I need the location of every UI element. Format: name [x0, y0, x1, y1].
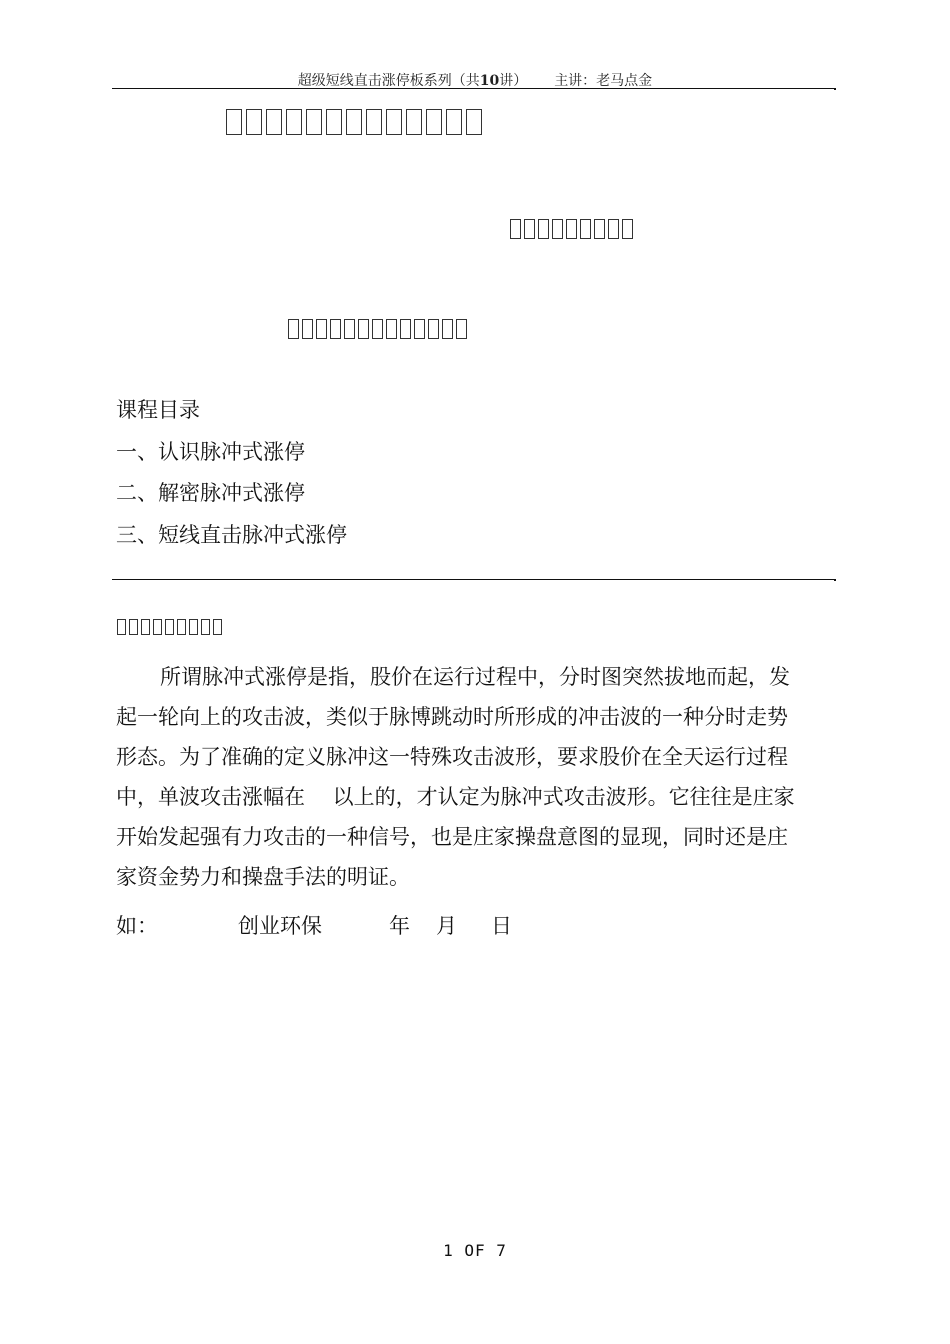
section-rule	[112, 579, 836, 580]
body-line: 开始发起强有力攻击的一种信号，也是庄家操盘意图的显现，同时还是庄	[116, 825, 788, 849]
body-line: 中，单波攻击涨幅在 以上的，才认定为脉冲式攻击波形。它往往是庄家	[116, 785, 795, 809]
missing-glyph-box	[266, 109, 282, 135]
toc-item-3: 三、短线直击脉冲式涨停	[116, 523, 347, 547]
body-line: 家资金势力和操盘手法的明证。	[116, 865, 410, 889]
missing-glyph-box	[189, 619, 198, 635]
document-title-unrendered	[226, 109, 486, 135]
missing-glyph-box	[213, 619, 222, 635]
missing-glyph-box	[226, 109, 242, 135]
missing-glyph-box	[153, 619, 162, 635]
missing-glyph-box	[316, 319, 327, 339]
missing-glyph-box	[141, 619, 150, 635]
missing-glyph-box	[302, 319, 313, 339]
missing-glyph-box	[400, 319, 411, 339]
missing-glyph-box	[177, 619, 186, 635]
missing-glyph-box	[406, 109, 422, 135]
series-title-prefix: 超级短线直击涨停板系列（共	[297, 73, 480, 89]
missing-glyph-box	[566, 219, 577, 239]
missing-glyph-box	[510, 219, 521, 239]
page-number: 1 OF 7	[443, 1241, 507, 1260]
missing-glyph-box	[306, 109, 322, 135]
example-month-label: 月	[436, 914, 457, 938]
missing-glyph-box	[524, 219, 535, 239]
page-header	[0, 70, 950, 90]
missing-glyph-box	[442, 319, 453, 339]
example-year-label: 年	[389, 914, 410, 938]
header-rule-mark	[834, 88, 836, 90]
missing-glyph-box	[366, 109, 382, 135]
missing-glyph-box	[372, 319, 383, 339]
missing-glyph-box	[428, 319, 439, 339]
missing-glyph-box	[165, 619, 174, 635]
missing-glyph-box	[358, 319, 369, 339]
series-title-suffix: 讲）	[499, 73, 528, 89]
missing-glyph-box	[330, 319, 341, 339]
missing-glyph-box	[446, 109, 462, 135]
series-count: 10	[479, 73, 500, 89]
section-rule-mark	[834, 579, 836, 581]
document-subtitle-unrendered	[510, 219, 636, 239]
missing-glyph-box	[346, 109, 362, 135]
toc-heading: 课程目录	[116, 398, 200, 422]
missing-glyph-box	[426, 109, 442, 135]
body-line: 起一轮向上的攻击波，类似于脉博跳动时所形成的冲击波的一种分时走势	[116, 705, 788, 729]
toc-item-1: 一、认识脉冲式涨停	[116, 440, 305, 464]
missing-glyph-box	[466, 109, 482, 135]
missing-glyph-box	[580, 219, 591, 239]
missing-glyph-box	[622, 219, 633, 239]
missing-glyph-box	[129, 619, 138, 635]
missing-glyph-box	[326, 109, 342, 135]
missing-glyph-box	[386, 319, 397, 339]
missing-glyph-box	[594, 219, 605, 239]
body-line: 形态。为了准确的定义脉冲这一特殊攻击波形，要求股价在全天运行过程	[116, 745, 788, 769]
missing-glyph-box	[608, 219, 619, 239]
section-heading-unrendered	[117, 619, 225, 635]
example-day-label: 日	[491, 914, 512, 938]
missing-glyph-box	[246, 109, 262, 135]
missing-glyph-box	[552, 219, 563, 239]
example-stock-name: 创业环保	[238, 914, 322, 938]
missing-glyph-box	[117, 619, 126, 635]
toc-item-2: 二、解密脉冲式涨停	[116, 481, 305, 505]
missing-glyph-box	[288, 319, 299, 339]
missing-glyph-box	[386, 109, 402, 135]
document-line-unrendered	[288, 319, 470, 339]
header-rule	[112, 88, 836, 89]
body-paragraph	[116, 657, 836, 897]
example-prefix: 如：	[116, 914, 158, 938]
presenter: 主讲：老马点金	[554, 73, 653, 89]
missing-glyph-box	[538, 219, 549, 239]
missing-glyph-box	[201, 619, 210, 635]
missing-glyph-box	[456, 319, 467, 339]
body-line: 所谓脉冲式涨停是指，股价在运行过程中，分时图突然拔地而起，发	[160, 665, 790, 689]
missing-glyph-box	[414, 319, 425, 339]
missing-glyph-box	[344, 319, 355, 339]
missing-glyph-box	[286, 109, 302, 135]
